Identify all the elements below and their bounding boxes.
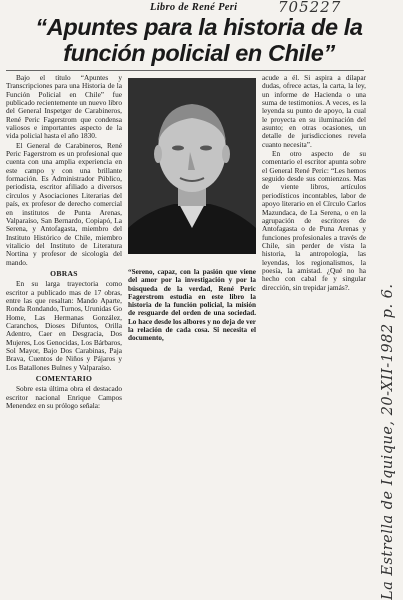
portrait-image <box>128 78 256 254</box>
paragraph: Bajo el título “Apuntes y Transcripciones para una Historia de la Función Policial en Chile” fue publicado recientemente un nuevo libro del General Inspetger de Carabineros, René Peric Fagerstrom que condensa valiosos e importantes aspecto de la vida policial hasta el año 1830. <box>6 73 122 141</box>
paragraph: En otro aspecto de su comentario el escritor apunta sobre el General René Peric: “Les hemos seguido desde sus comienzos. Mas de viente libros, artículos periodísticos incontables, labor de apoyo literario en el Círculo Carlos Mazundaca, de La Serena, o en la agrupación de escritores de Antofagasta o de Puna Arenas y funciones profesionales a través de Chile, sin perder de vista la historia, la antropología, las leyendas, los regionalismos, la poesía, la amistad. ¿Qué no ha hecho con cabal fe y singular dirección, sin trepidar jamás?. <box>262 149 366 292</box>
author-photo <box>128 78 256 254</box>
paragraph: El General de Carabineros, René Peric Fagerstrom es un profesional que cuenta con una amplia experiencia en este campo y con una brillante formación. Es Administrador Público, periodista, escritor afiliado a diversos círculos y Asociaciones Literarias del país, ex profesor de derecho comercial en institutos de Punta Arenas, Valparaíso, San Bernardo, Copiapó, La Serena, y Antofagasta, miembro del Instituto Histórico de Chile, miembro vitalicio del Instituto de Literatura Nortina y profesor de sicología del mando. <box>6 140 122 267</box>
paragraph: acude a él. Si aspira a dilapar dudas, ofrece actas, la carta, la ley, un informe de Hacienda o una suma de testimonios. A veces, es la leyenda su punto de apoyo, la cual le proyecta en su iluminación del asunto; en otras ocasiones, un detalle de jurisdicciones revela cuanto necesita”. <box>262 73 366 149</box>
kicker: Libro de René Peri <box>150 2 238 13</box>
subhead-comentario: COMENTARIO <box>35 374 93 384</box>
handwritten-source-note: La Estrella de Iquique, 20-XII-1982 p. 6. <box>380 283 396 600</box>
divider <box>6 70 364 71</box>
photo-caption <box>128 268 256 343</box>
article-column-3 <box>262 74 366 293</box>
caption-text: “Sereno, capaz, con la pasión que viene del amor por la investigación y por la búsqueda de la verdad, René Peric Fagerstrom estudia en este libro la historia de la función policial, la misión de resguarde del orden de una sociedad. Lo hace desde los albores y no deja de ver la relación de cada cosa. Si necesita el documento, <box>128 268 256 343</box>
subhead-obras: OBRAS <box>50 268 78 278</box>
paragraph: En su larga trayectoria como escritor a publicado mas de 17 obras, entre las que resaltan: Mando Aparte, Ronda Rondando, Turnos, Urunidas Go Home, Las Hermanas González, Caranchos, Dioses Difuntos, Orilla Adentro, Caer en Desgracia, Dos Mujeres, Los Genocidas, Los Bárbaros, Sol Mayor, Bajo Dos Carabinas, Paja Brava, Cuentos de Niños y Pájaros y Los Batallones Bulnes y Valparaíso. <box>6 279 122 372</box>
paragraph: Sobre esta última obra el destacado escritor nacional Enrique Campos Menendez en su prólogo señala: <box>6 384 122 411</box>
article-column-1 <box>6 74 122 411</box>
headline: “Apuntes para la historia de la función policial en Chile” <box>35 14 363 66</box>
handwritten-archive-number: 705227 <box>278 0 342 16</box>
